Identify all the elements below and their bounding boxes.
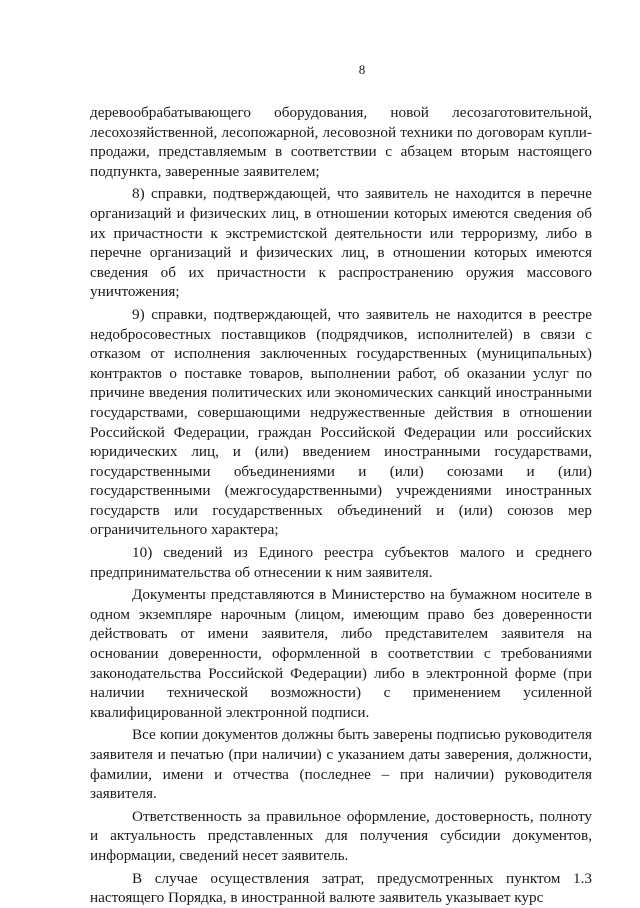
paragraph-responsibility: Ответственность за правильное оформление, достоверность, полноту и актуальность представленных для получения субсидии документов, информации, сведений несет заявитель. (90, 807, 592, 864)
page-number: 8 (358, 62, 366, 77)
paragraph-item-9: 9) справки, подтверждающей, что заявитель не находится в реестре недобросовестных поставщиков (подрядчиков, исполнителей) в связи с отказом от исполнения заключенных государственных (муниципальных) контрактов о поставке товаров, выполнении работ, об оказании услуг по причине введения политических или экономических санкций иностранными государствами, совершающими недружественные действия в отношении Российской Федерации, граждан Российской Федерации или российских юридических лиц, и (или) введением иностранными государствами, государственными объединениями и (или) союзами и (или) государственными (межгосударственными) учреждениями иностранных государств или государственных объединений и (или) союзов мер ограничительного характера; (90, 305, 592, 539)
paragraph-copies: Все копии документов должны быть заверены подписью руководителя заявителя и печатью (при наличии) с указанием даты заверения, должности, фамилии, имени и отчества (последнее – при наличии) руководителя заявителя. (90, 726, 592, 803)
paragraph-continuation: деревообрабатывающего оборудования, новой лесозаготовительной, лесохозяйственной, лесопожарной, лесовозной техники по договорам купли-продажи, представляемым в соответствии с абзацем вторым настоящего подпункта, заверенные заявителем; (90, 104, 592, 180)
paragraph-item-10: 10) сведений из Единого реестра субъектов малого и среднего предпринимательства об отнесении к ним заявителя. (90, 544, 592, 581)
paragraph-submission: Документы представляются в Министерство на бумажном носителе в одном экземпляре нарочным (лицом, имеющим право без доверенности действовать от имени заявителя, либо представителем заявителя на основании доверенности, оформленной в соответствии с требованиями законодательства Российской Федерации) либо в электронной форме (при наличии технической возможности) с применением усиленной квалифицированной электронной подписи. (90, 586, 592, 721)
paragraph-foreign-currency: В случае осуществления затрат, предусмотренных пунктом 1.3 настоящего Порядка, в иностранной валюте заявитель указывает курс (90, 869, 592, 907)
document-body (90, 103, 592, 908)
paragraph-item-8: 8) справки, подтверждающей, что заявитель не находится в перечне организаций и физических лиц, в отношении которых имеются сведения об их причастности к экстремистской деятельности или терроризму, либо в перечне организаций и физических лиц, в отношении которых имеются сведения об их причастности к распространению оружия массового уничтожения; (90, 185, 592, 301)
